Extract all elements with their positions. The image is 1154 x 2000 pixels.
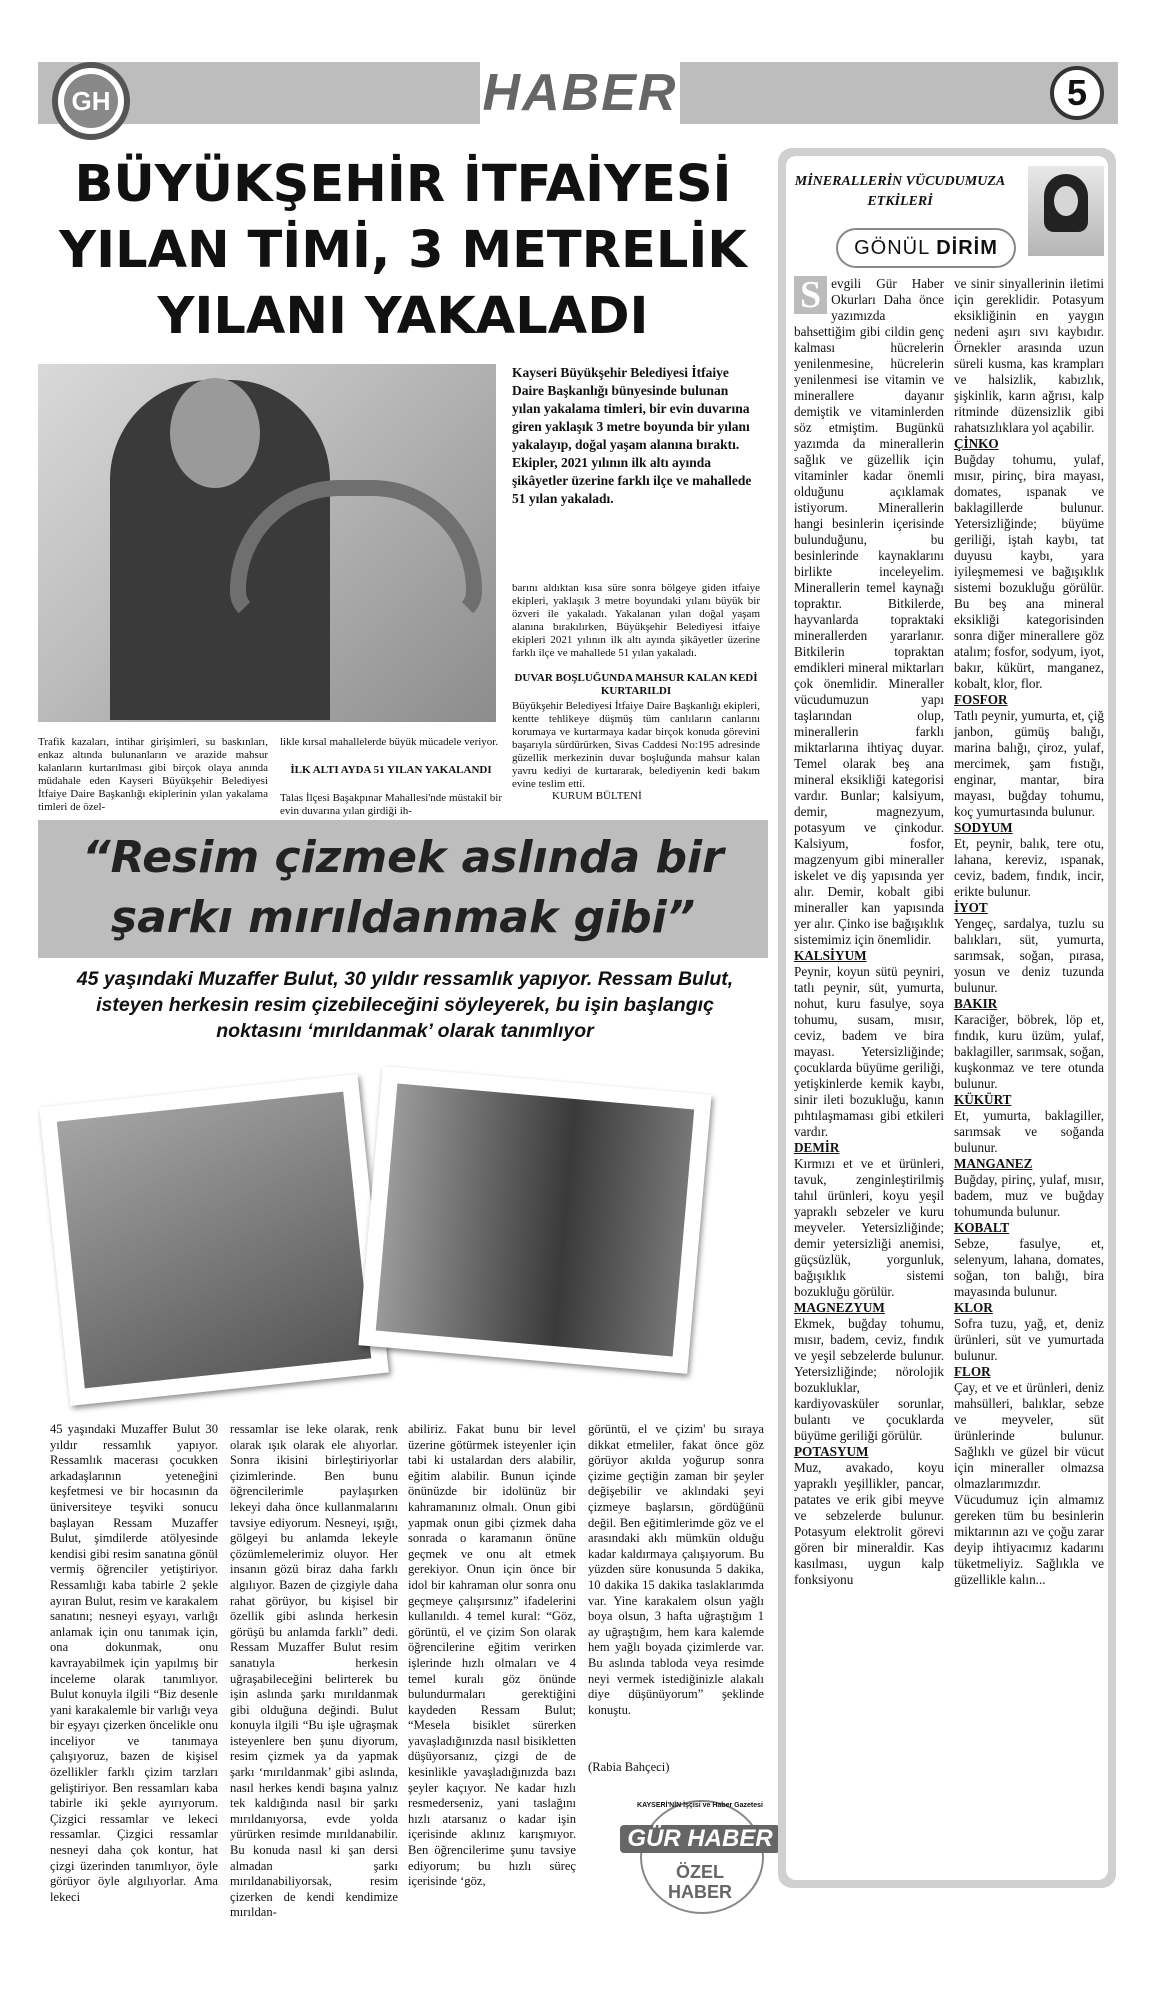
subhead-kedi: DUVAR BOŞLUĞUNDA MAHSUR KALAN KEDİ KURTARILDI <box>514 672 758 697</box>
t-iyot: Yengeç, sardalya, tuzlu su balıkları, süt, yumurta, sarımsak, soğan, pırasa, yosun ve deniz tuzunda bulunur. <box>954 916 1104 995</box>
firefighter-head <box>170 378 260 488</box>
gur-haber-logo: GH <box>64 74 118 128</box>
column-author <box>836 228 1016 268</box>
t-demir: Kırmızı et ve et ürünleri, tavuk, zenginleştirilmiş tahıl ürünleri, koyu yeşil yapraklı sebzeler ve kuru meyveler. Yetersizliğinde; demir yetersizliği anemisi, güçsüzlük, yorgunluk, bağışıklık sistemi bozukluğu görülür. <box>794 1156 944 1299</box>
h-magnezyum: MAGNEZYUM <box>794 1300 885 1315</box>
painter-col-2: ressamlar ise leke olarak, renk olarak ışık olarak ele alıyorlar. Sonra ikisini birleştiriyorlar çizimlerinde. Ben bunu öğrencilerimle paylaşırken lekeyi daha önce kullanmalarını tavsiye ediyorum. Nesneyi, ışığı, gölgeyi bu anlamda lekeyle çözümlemelerimiz oluyor. Her insanın gözü biraz daha farklı algılıyor. Bazen de çizgiyle daha rahat görüyor, bu kişisel bir özellik gibi aslında herkesin görüşü bu anlamda farklı” dedi. Ressam Muzaffer Bulut resim sanatıyla herkesin uğraşabileceğini belirterek bu işin aslında şarkı mırıldanmak gibi olduğuna değindi. Bulut konuyla ilgili “Bu işle uğraşmak isteyenlere ben şunu diyorum, resim çizmek ya da yapmak şarkı ‘mırıldanmak’ gibi aslında, nasıl herkes kendi başına yalnız tek kaldığında nasıl bir şarkı mırıldanıyorsa, evde yolda yürürken resimde mırıldanabilir. Bu konuda nasıl ki şan dersi almadan şarkı mırıldanabiliyorsak, resim çizerken de kendi kendimize mırıldan- <box>230 1422 398 1920</box>
snake-lead: Kayseri Büyükşehir Belediyesi İtfaiye Daire Başkanlığı bünyesinde bulunan yılan yakalama timleri, bir evin duvarına giren yaklaşık 3 metre boyunda bir yılanı yakalayıp, doğal yaşam alanına bıraktı. Ekipler, 2021 yılının ilk altı ayında şikâyetler üzerine farklı ilçe ve mahallede 51 yılan yakaladı. <box>512 365 752 506</box>
snake-body-right-bottom: Büyükşehir Belediyesi İtfaiye Daire Başkanlığı ekipleri, kentte tehlikeye düşmüş tüm canlıların canlarını korumaya ve kurtarmaya kadar birçok konuda görevini başarıyla sürdürürken, Sivas Caddesi No:195 adresinde güzellik merkezinin duvar boşluğunda mahsur kalan yavru kediyi de kurtararak, belediyenin kedi bakım evine teslim etti. <box>512 700 760 790</box>
portrait-face <box>1054 186 1078 216</box>
painting-photo-frame-1 <box>39 1074 389 1406</box>
author-last: DİRİM <box>936 236 998 259</box>
t-kalsiyum: Peynir, koyun sütü peyniri, tatlı peynir, süt, yumurta, nohut, kuru fasulye, soya tohumu, susam, mısır, ceviz, badem ve bira mayası. Yetersizliğinde; çocuklarda büyüme geriliği, yetişkinlerde kemik kaybı, sinir ileti bozukluğu, kanın pıhtılaşmaması gibi etkileri vardır. <box>794 964 944 1139</box>
painter-col-3: abiliriz. Fakat bunu bir level üzerine götürmek isteyenler için tabi ki ustalardan ders alabilir, eğitim alabilir. Bunun içinde önünüzde bir idolünüz bir kahramanınız olmalı. Onun gibi yapmak onun gibi çizmek daha sonrada o karamanın önüne geçmek ve onu alt etmek gerekiyor. Onun için önce bir idol bir kahraman olur sonra onu geçmeye çalışırsınız” ifadelerini kullanıldı. 4 temel kural: “Göz, görüntü, el ve çizim Son olarak öğrencilerine eğitim verirken işlerinde hızlı olmaları ve 4 temel kuralı göz önünde bulundurmaları gerektiğini kaydeden Ressam Bulut; “Mesela bisiklet sürerken yavaşladığınızda nasıl bisikletten düşüyorsanız, çizgi de de kesinlikle yavaşladığınızda bazı şeyler kaçıyor. Ne kadar hızlı resmederseniz, yani taslağını hızlı atarsanız o kadar işin içerisinde aklınız karışmıyor. Ben öğrencilerime şunu tavsiye ediyorum; bu hızlı süreç içerisinde ‘göz, <box>408 1422 576 1889</box>
h-iyot: İYOT <box>954 900 988 915</box>
column-text-left <box>794 276 944 1588</box>
dropcap: S <box>794 276 827 314</box>
page-number: 5 <box>1050 66 1104 120</box>
h-sodyum: SODYUM <box>954 820 1013 835</box>
column-intro: evgili Gür Haber Okurları Daha önce yazımızda bahsettiğim gibi cildin genç kalması hücrelerin yenilenmesine, hücrelerin yenilenmesi ise vitamin ve minerallere dayanır demiştik ve vitaminlerden söz etmiştim. Bugünkü yazımda da minerallerin sağlık ve güzellik için vitaminler kadar önemli olduğunu açıklamak istiyorum. Minerallerin hangi besinlerin içerisinde bulunduğunu, bu besinlerinde kaynaklarını birlikte inceleyelim. Minerallerin temel kaynağı topraktır. Bitkilerde, hayvanlarda topraktaki minerallerden yararlanır. Bitkilerin topraktan emdikleri mineral miktarları çok önemlidir. Mineraller vücudumuzun yapı taşlarından olup, minerallerin farklı miktarlarına ihtiyaç duyar. Temel olarak beş ana mineral eksikliği kategorisi vardır. Bunlar; kalsiyum, demir, magnezyum, potasyum ve çinkodur. Kalsiyum, fosfor, magzenyum gibi mineraller iskelet ve diş yapısında yer alır. Demir, kobalt gibi mineraller kan yapısında yer alır. Çinko ise bağışıklık sistemimiz için önemlidir. <box>794 276 944 947</box>
t-kobalt: Sebze, fasulye, et, selenyum, lahana, domates, soğan, ton balığı, bira mayasında bulunur. <box>954 1236 1104 1299</box>
painting-photo-1 <box>57 1092 371 1389</box>
t-flor: Çay, et ve et ürünleri, deniz mahsülleri, balıklar, sebze ve meyveler, süt ürünlerinde bulunur. Sağlıklı ve güzel bir vücut için mineraller olmazsa olmazlarımızdır. Vücudumuz için almamız gereken tüm bu besinlerin miktarının azı ve çoğu zarar deyip ihtiyacımız kadarını tüketmeliyiz. Sağlıkla ve güzellikle kalın... <box>954 1380 1104 1587</box>
h-manganez: MANGANEZ <box>954 1156 1033 1171</box>
h-fosfor: FOSFOR <box>954 692 1008 707</box>
painter-byline: (Rabia Bahçeci) <box>588 1760 670 1774</box>
snake-body-mid-bottom: Talas İlçesi Başakpınar Mahallesi'nde müstakil bir evin duvarına yılan girdiği ih- <box>280 792 502 817</box>
t-kukurt: Et, yumurta, baklagiller, sarımsak ve soğanda bulunur. <box>954 1108 1104 1155</box>
t-cinko: Buğday tohumu, yulaf, mısır, pirinç, bira mayası, domates, ıspanak ve baklagillerde bulunur. Yetersizliğinde; büyüme geriliği, iştah kaybı, tat duyusu kaybı, yara iyileşmemesi ve bağışıklık sistemi bozukluğu görülür. Bu beş ana mineral eksikliği kategorisinden sonra diğer minerallere göz atalım; fosfor, sodyum, iyot, bakır, kükürt, manganez, kobalt, klor, flor. <box>954 452 1104 691</box>
painting-photo-frame-2 <box>358 1066 711 1374</box>
painting-photo-2 <box>376 1083 694 1356</box>
t-sodyum: Et, peynir, balık, tere otu, lahana, kereviz, ıspanak, ceviz, badem, fındık, incir, erikte bulunur. <box>954 836 1104 899</box>
ozel-haber-top: KAYSERİ'NİN İşçisi ve Haber Gazetesi <box>637 1802 763 1809</box>
h-demir: DEMİR <box>794 1140 840 1155</box>
t-magnezyum: Ekmek, buğday tohumu, mısır, badem, ceviz, fındık ve yeşil sebzelerde bulunur. Yetersizliğinde; nörolojik bozukluklar, kardiyovasküler sorunlar, bulantı ve çocuklarda büyüme geriliği görülür. <box>794 1316 944 1443</box>
h-potasyum: POTASYUM <box>794 1444 869 1459</box>
snake-body-right-top: barını aldıktan kısa süre sonra bölgeye giden itfaiye ekipleri, yaklaşık 3 metre boyundaki yılanı büyük bir özveri ile yakaladı. Yakalanan yılan doğal yaşam alanına bırakılırken, Büyükşehir Belediyesi itfaiye ekipleri 2021 yılının ilk altı ayında şikâyetler üzerine farklı ilçe ve mahallede 51 yılan yakaladı. <box>512 582 760 659</box>
h-bakir: BAKIR <box>954 996 998 1011</box>
painter-quote-headline: “Resim çizmek aslında bir şarkı mırıldanmak gibi” <box>82 832 724 943</box>
h-kobalt: KOBALT <box>954 1220 1010 1235</box>
h-klor: KLOR <box>954 1300 993 1315</box>
subhead-51: İLK ALTI AYDA 51 YILAN YAKALANDI <box>290 764 492 776</box>
author-portrait <box>1028 166 1104 256</box>
t-potasyum: Muz, avakado, koyu yapraklı yeşillikler, pancar, patates ve erik gibi meyve ve sebzelerde bulunur. Potasyum elektrolit görevi gören bir mineraldir. Kas kasılması, uygun kalp fonksiyonu <box>794 1460 944 1587</box>
author-first: GÖNÜL <box>854 236 931 259</box>
h-cinko: ÇİNKO <box>954 436 999 451</box>
h-kalsiyum: KALSİYUM <box>794 948 867 963</box>
t-manganez: Buğday, pirinç, yulaf, mısır, badem, muz ve buğday tohumunda bulunur. <box>954 1172 1104 1219</box>
painter-deck: 45 yaşındaki Muzaffer Bulut, 30 yıldır ressamlık yapıyor. Ressam Bulut, isteyen herkesin resim çizebileceğini söyleyerek, bu işin başlangıç noktasını ‘mırıldanmak’ olarak tanımlıyor <box>76 968 734 1042</box>
t-fosfor: Tatlı peynir, yumurta, et, çiğ janbon, gümüş balığı, marina balığı, çiroz, yulaf, mercimek, şam fıstığı, enginar, mantar, bira mayası, buğday tohumu, koç yumurtasında bulunur. <box>954 708 1104 819</box>
painter-col-4: görüntü, el ve çizim' bu sıraya dikkat etmeliler, fakat önce göz görüyor akılda yoğurup sonra çizime geçtiğin zaman bir şeyler değişebilir ve aklındaki şeyi çizmeye başlarsın, gördüğünü değil. Ben eğitimlerimde göz ve el arasındaki aklı mümkün olduğu kadar kaldırmaya çalışıyorum. Bu yüzden süre konusunda 5 dakika, 10 dakika 15 dakika taslaklarımda var. Yine karakalem olsun yağlı boya olsun, 3 hafta uğraştığım 1 ay uğraştığım, hem kara kalemde hem yağlı boyada çizimlerde var. Bu aslında tabloda veya resimde neyi vermek istediğinizle alakalı diye düşünüyorum” şeklinde konuştu. <box>588 1422 764 1717</box>
t-bakir: Karaciğer, böbrek, löp et, fındık, kuru üzüm, yulaf, baklagiller, sarımsak, soğan, kuşkonmaz ve tere otunda bulunur. <box>954 1012 1104 1091</box>
headline-snake: BÜYÜKŞEHİR İTFAİYESİ YILAN TİMİ, 3 METRELİK YILANI YAKALADI <box>59 155 747 346</box>
column-title: MİNERALLERİN VÜCUDUMUZA ETKİLERİ <box>794 174 1006 209</box>
t-klor: Sofra tuzu, yağ, et, deniz ürünleri, süt ve yumurtada bulunur. <box>954 1316 1104 1363</box>
column-text-right <box>954 276 1104 1588</box>
section-title: HABER <box>480 62 680 124</box>
painter-col-1: 45 yaşındaki Muzaffer Bulut 30 yıldır ressamlık yapıyor. Ressamlık macerası çocukken arkadaşlarının yeteneğini keşfetmesi ve bir hocasının da üniversiteye teşviki sonucu başlayan Ressam Muzaffer Bulut, şimdilerde atölyesinde kendisi gibi resim sanatına gönül vermiş öğrenciler yetiştiriyor. Ressamlığı kaba tabirle 2 şekle ayıran Bulut, resim ve karakalem sanatını; nesneyi eşyayı, varlığı anlamak için onu tanımak için, ona dokunmak, onu kavrayabilmek için yapılmış bir inceleme olarak tanımlıyor. Bulut konuyla ilgili “Biz desenle yani karakalemle bir varlığı veya bir eşyayı çizerken öncelikle onu inceliyor ve tanımaya çalışıyoruz, bazen de kişisel özellikler farklı çizim tarzları geliştiriyor. Ben ressamları kaba tabirle iki şekle ayırıyorum. Çizgici ressamlar ve lekeci ressamlar. Çizgici ressamlar nesneyi daha çok kontur, hat çizgi üzerinden tanımlıyor, öyle görüyor öyle algılıyorlar. Ama lekeci <box>50 1422 218 1904</box>
column-continuation: ve sinir sinyallerinin iletimi için gereklidir. Potasyum eksikliğinin en yaygın nedeni aşırı sıvı kaybıdır. Örnekler arasında uzun süreli kusma, kas krampları ve halsizlik, kabızlık, şişkinlik, karın ağrısı, kalp ritminde düzensizlik gibi rahatsızlıklara yol açabilir. <box>954 276 1104 435</box>
ozel-haber-logo: GÜR HABER <box>620 1825 780 1853</box>
ozel-haber-label: ÖZEL HABER <box>667 1862 732 1902</box>
h-flor: FLOR <box>954 1364 991 1379</box>
snake-body-left: Trafik kazaları, intihar girişimleri, su baskınları, enkaz altında bulunanların ve arazide mahsur kalanların kurtarılması gibi birçok olaya anında müdahale eden Kayseri Büyükşehir Belediyesi İtfaiye Daire Başkanlığı ekiplerinin yılan yakalama timleri de özel- <box>38 736 268 813</box>
h-kukurt: KÜKÜRT <box>954 1092 1012 1107</box>
snake-body-mid-top: likle kırsal mahallelerde büyük mücadele veriyor. <box>280 736 499 748</box>
source-credit: KURUM BÜLTENİ <box>552 790 642 802</box>
